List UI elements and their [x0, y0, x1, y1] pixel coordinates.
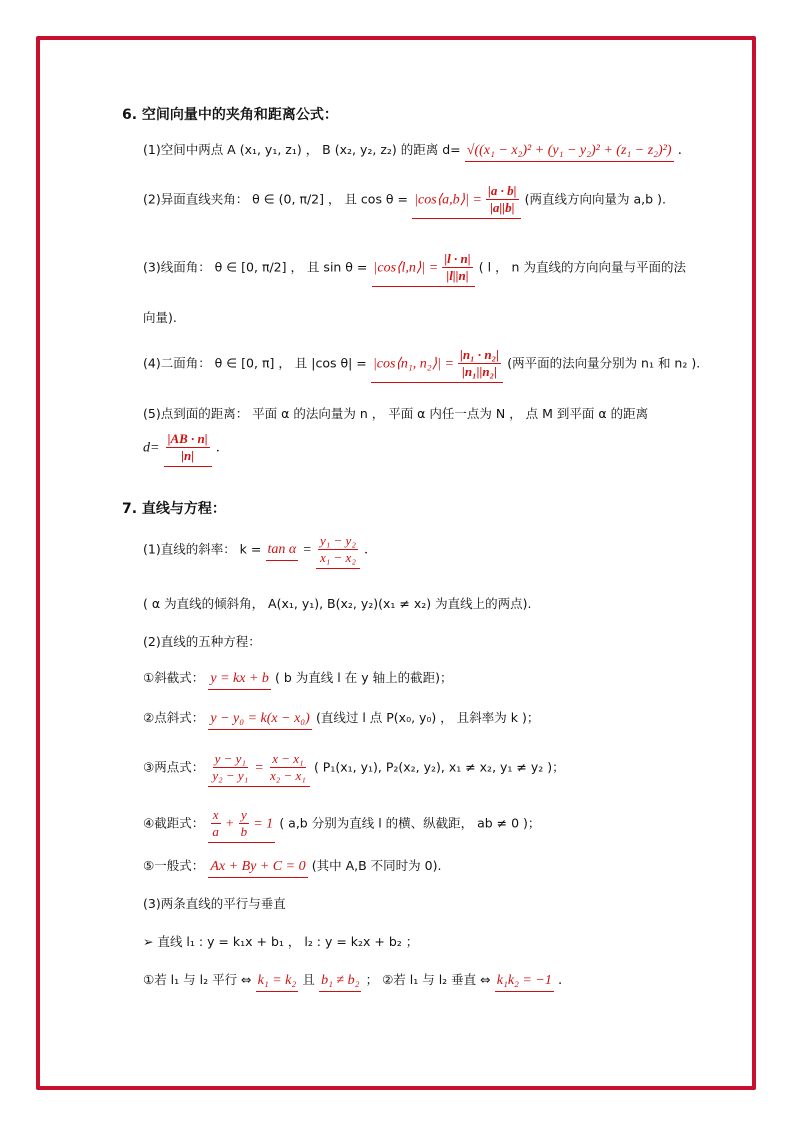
parallel-b-answer: b₁ ≠ b₂: [319, 973, 361, 992]
section-6-heading: 6. 空间向量中的夹角和距离公式：: [122, 107, 338, 123]
five-forms-title: (2)直线的五种方程：: [143, 634, 261, 649]
p2-skew-angle: (2)异面直线夹角： θ ∈ (0, π/2] ， 且 cos θ = |cos⟨a,b⟩| = $\frac{|a \cdot b|}{|a||b|}$ (两直线方向向量为 a,b ).: [143, 184, 666, 219]
form-slope-intercept: ①斜截式： y = kx + b ( b 为直线 l 在 y 轴上的截距)；: [143, 668, 452, 690]
f5-answer: Ax + By + C = 0: [208, 859, 307, 878]
form-point-slope: ②点斜式： y − y₀ = k(x − x₀) (直线过 l 点 P(x₀, y₀) ， 且斜率为 k )；: [143, 708, 539, 730]
f2-answer: y − y₀ = k(x − x₀): [208, 711, 311, 730]
slope-tan-answer: tan α: [266, 542, 299, 561]
f1-answer: y = kx + b: [208, 671, 271, 690]
p5-formula: d= $\frac{|AB \cdot n|}{|n|}$ .: [143, 432, 220, 467]
slope-formula: (1)直线的斜率： k = tan α = $\frac{\text{y₁ − y₂}}{\text{x₁ − x₂}}$ .: [143, 534, 368, 569]
p4-answer: |cos⟨n₁, n₂⟩| = $\frac{\text{|n₁ · n₂|}}{\text{|n₁||n₂|}}$: [371, 348, 503, 383]
form-two-point: ③两点式： $\frac{\text{y − y₁}}{\text{y₂ − y₁}}$ = $\frac{\text{x − x₁}}{\text{x₂ − x₁}}$ ( P₁(x₁, y₁), P₂(x₂, y₂), x₁ ≠ x₂, y₁ ≠ y₂ )；: [143, 752, 565, 787]
parallel-k-answer: k₁ = k₂: [256, 973, 299, 992]
p3-continuation: 向量).: [143, 310, 177, 325]
p3-line-plane-angle: (3)线面角： θ ∈ [0, π/2] ， 且 sin θ = |cos⟨l,n⟩| = $\frac{|l \cdot n|}{|l||n|}$ ( l ， n 为直线的方向向量与平面的法: [143, 252, 686, 287]
p5-answer: $\frac{|AB \cdot n|}{|n|}$: [164, 432, 212, 467]
form-intercept: ④截距式： $\frac{x}{a}$ + $\frac{y}{b}$ = 1 ( a,b 分别为直线 l 的横、纵截距， ab ≠ 0 )；: [143, 808, 540, 843]
p5-point-plane: (5)点到面的距离： 平面 α 的法向量为 n ， 平面 α 内任一点为 N ， 点 M 到平面 α 的距离: [143, 406, 649, 421]
parallel-perpendicular-conditions: ①若 l₁ 与 l₂ 平行 ⇔ k₁ = k₂ 且 b₁ ≠ b₂ ； ②若 l₁ 与 l₂ 垂直 ⇔ k₁k₂ = −1 .: [143, 970, 562, 992]
p1-distance: (1)空间中两点 A (x₁, y₁, z₁) ， B (x₂, y₂, z₂) 的距离 d= √((x₁ − x₂)² + (y₁ − y₂)² + (z₁ − z₂)²) .: [143, 140, 682, 162]
p2-answer: |cos⟨a,b⟩| = $\frac{|a \cdot b|}{|a||b|}$: [412, 184, 520, 219]
section-7-heading: 7. 直线与方程：: [122, 501, 226, 517]
parallel-title: (3)两条直线的平行与垂直: [143, 896, 286, 911]
slope-note: ( α 为直线的倾斜角， A(x₁, y₁), B(x₂, y₂)(x₁ ≠ x₂) 为直线上的两点).: [143, 596, 532, 611]
lines-definition: ➢ 直线 l₁ : y = k₁x + b₁ ， l₂ : y = k₂x + b₂ ；: [143, 934, 419, 949]
f3-answer: $\frac{\text{y − y₁}}{\text{y₂ − y₁}}$ = $\frac{\text{x − x₁}}{\text{x₂ − x₁}}$: [208, 752, 309, 787]
p3-answer: |cos⟨l,n⟩| = $\frac{|l \cdot n|}{|l||n|}$: [372, 252, 475, 287]
p1-answer: √((x₁ − x₂)² + (y₁ − y₂)² + (z₁ − z₂)²): [465, 143, 674, 162]
slope-fraction-answer: $\frac{\text{y₁ − y₂}}{\text{x₁ − x₂}}$: [316, 534, 360, 569]
f4-answer: $\frac{x}{a}$ + $\frac{y}{b}$ = 1: [208, 808, 275, 843]
p4-dihedral-angle: (4)二面角： θ ∈ [0, π] ， 且 |cos θ| = |cos⟨n₁, n₂⟩| = $\frac{\text{|n₁ · n₂|}}{\text{|n₁||n₂|}}$ (两平面的法向量分别为 n₁ 和 n₂ ).: [143, 348, 700, 383]
perpendicular-answer: k₁k₂ = −1: [495, 973, 554, 992]
form-general: ⑤一般式： Ax + By + C = 0 (其中 A,B 不同时为 0).: [143, 856, 441, 878]
